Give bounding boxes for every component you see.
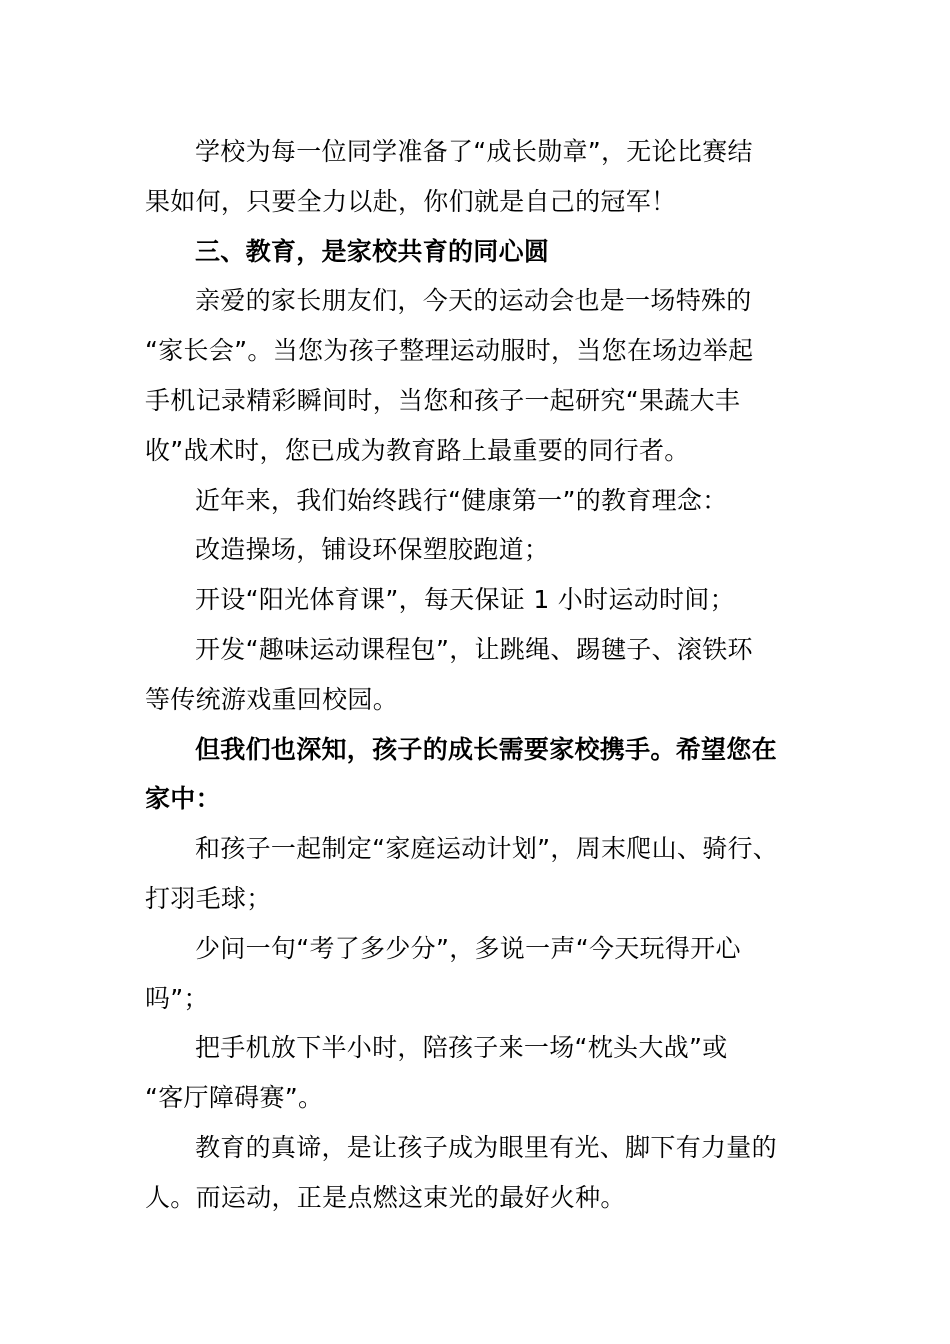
paragraph-line: 吗”；: [145, 984, 209, 1013]
paragraph-line: 果如何，只要全力以赴，你们就是自己的冠军！: [145, 187, 677, 216]
paragraph-line-bold: 家中：: [145, 784, 221, 813]
paragraph-line: 改造操场，铺设环保塑胶跑道；: [195, 535, 550, 564]
paragraph-line: 等传统游戏重回校园。: [145, 685, 399, 714]
section-heading: 三、教育，是家校共育的同心圆: [195, 237, 550, 266]
paragraph-line: 手机记录精彩瞬间时，当您和孩子一起研究“果蔬大丰: [145, 386, 741, 415]
paragraph-line: 亲爱的家长朋友们，今天的运动会也是一场特殊的: [195, 286, 752, 315]
paragraph-line: 学校为每一位同学准备了“成长勋章”，无论比赛结: [195, 137, 753, 166]
paragraph-line: “家长会”。当您为孩子整理运动服时，当您在场边举起: [145, 336, 754, 365]
paragraph-line: “客厅障碍赛”。: [145, 1083, 324, 1112]
paragraph-line: 开发“趣味运动课程包”，让跳绳、踢毽子、滚铁环: [195, 635, 753, 664]
paragraph-line: 开设“阳光体育课”，每天保证 1 小时运动时间；: [195, 585, 735, 614]
paragraph-line: 少问一句“考了多少分”，多说一声“今天玩得开心: [195, 934, 741, 963]
paragraph-line-bold: 但我们也深知，孩子的成长需要家校携手。希望您在: [195, 735, 777, 764]
paragraph-line: 和孩子一起制定“家庭运动计划”，周末爬山、骑行、: [195, 834, 779, 863]
paragraph-line: 人。而运动，正是点燃这束光的最好火种。: [145, 1183, 626, 1212]
paragraph-line: 把手机放下半小时，陪孩子来一场“枕头大战”或: [195, 1033, 728, 1062]
paragraph-line: 近年来，我们始终践行“健康第一”的教育理念：: [195, 486, 728, 515]
paragraph-line: 收”战术时，您已成为教育路上最重要的同行者。: [145, 436, 690, 465]
paragraph-line: 打羽毛球；: [145, 884, 272, 913]
paragraph-line: 教育的真谛，是让孩子成为眼里有光、脚下有力量的: [195, 1133, 777, 1162]
